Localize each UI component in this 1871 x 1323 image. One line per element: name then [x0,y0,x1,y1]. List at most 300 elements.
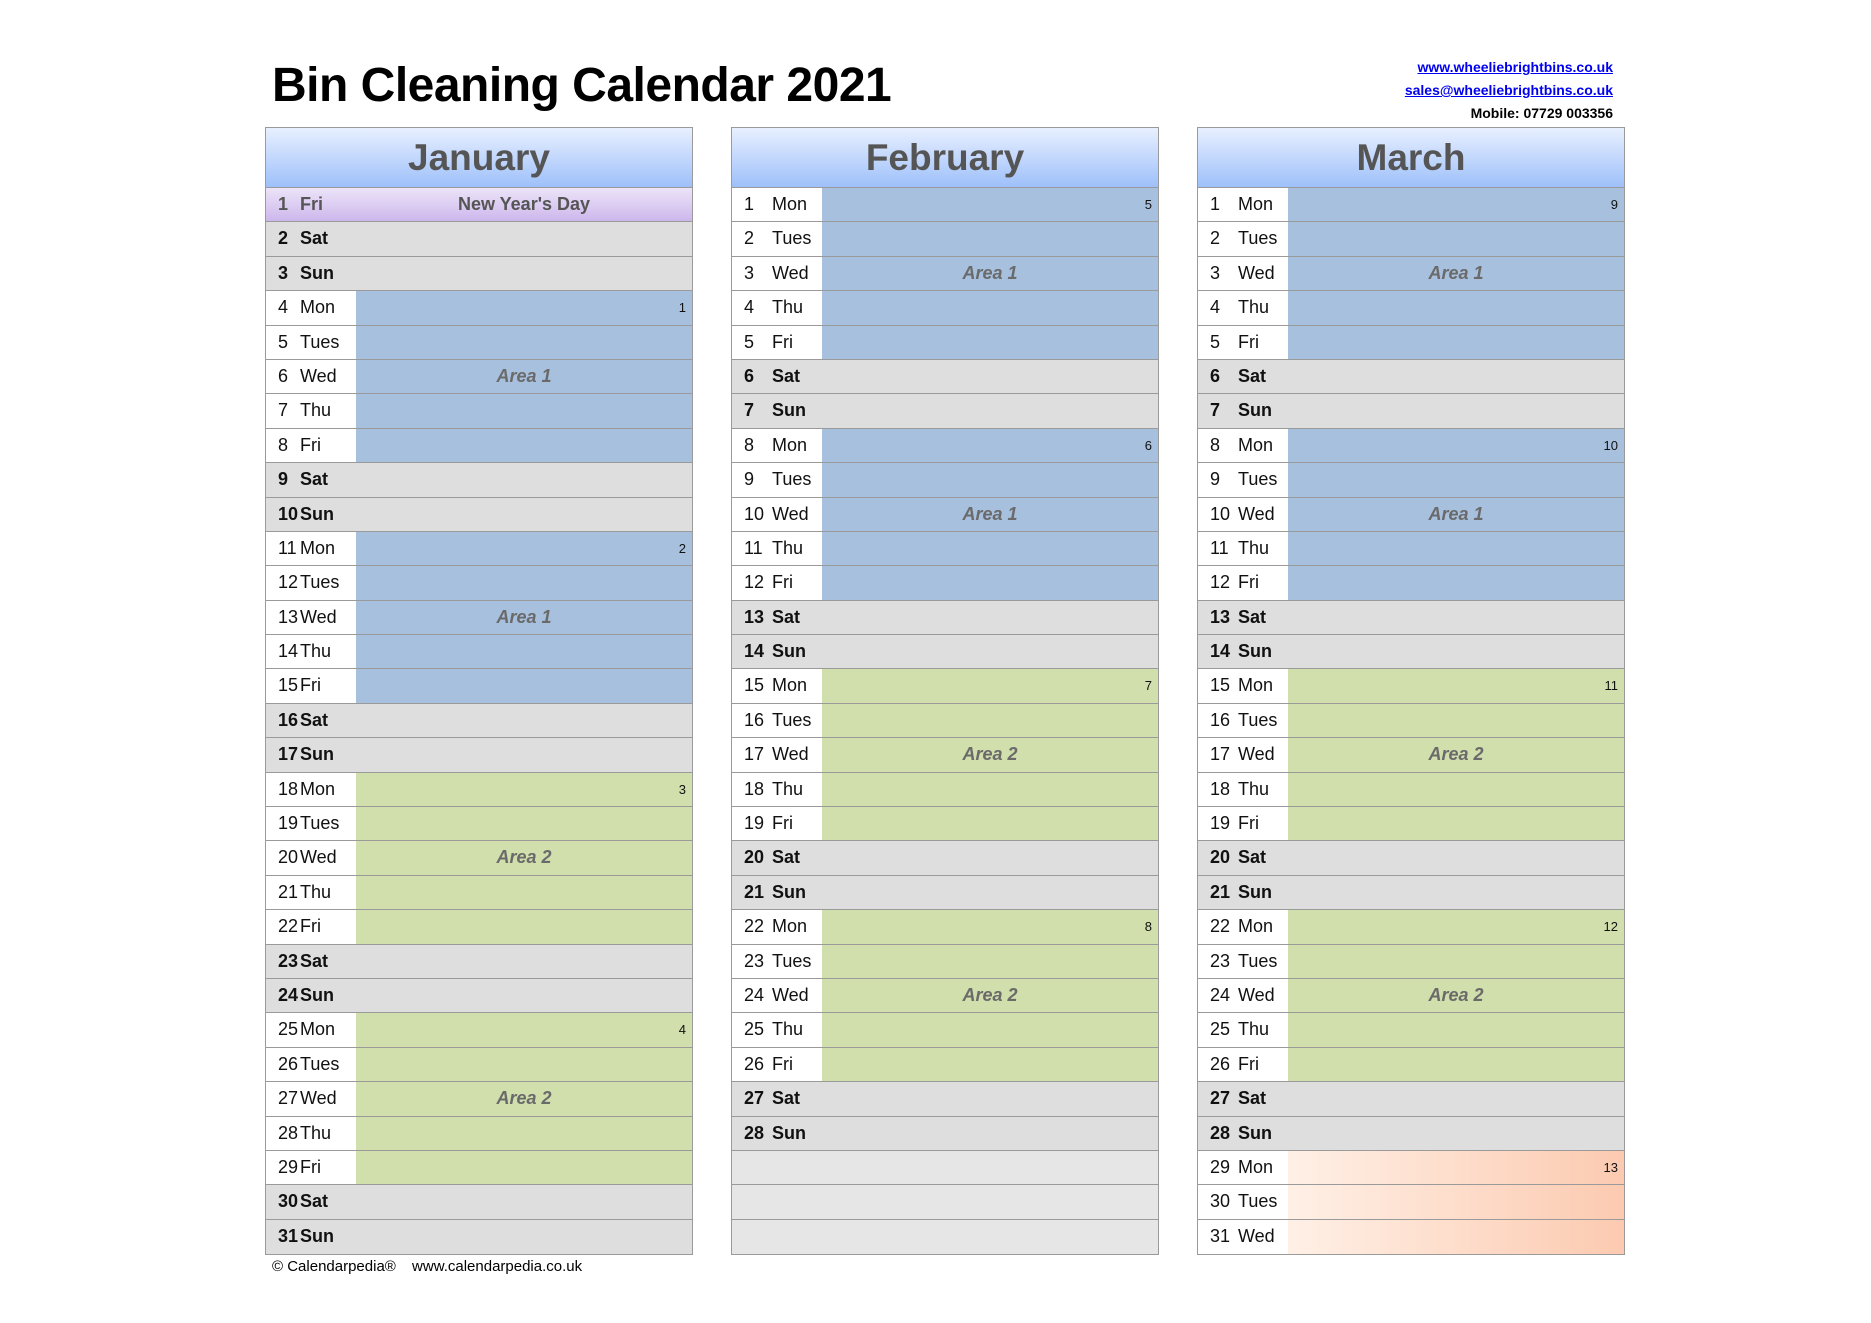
day-name: Sun [1238,1122,1272,1143]
day-row [1198,1151,1624,1185]
schedule-cell [822,876,1158,909]
day-number: 12 [1210,572,1231,593]
day-name: Sat [772,365,801,386]
schedule-cell [356,463,692,496]
day-number: 8 [1210,434,1221,455]
day-number: 25 [278,1019,299,1040]
day-name: Wed [1238,744,1275,765]
week-number: 1 [678,300,686,316]
day-row [732,326,1158,360]
schedule-cell [1288,807,1624,840]
schedule-cell [1288,1220,1624,1254]
schedule-cell [1288,532,1624,565]
week-number: 7 [1144,678,1152,694]
day-number: 8 [744,434,755,455]
schedule-cell [1288,841,1624,874]
schedule-cell [1288,566,1624,599]
schedule-cell [356,669,692,702]
day-name [772,1220,822,1254]
day-row [1198,841,1624,875]
day-name: Tues [300,813,340,834]
schedule-cell [1288,910,1624,943]
schedule-cell [1288,601,1624,634]
day-name: Wed [772,744,809,765]
schedule-cell [1288,222,1624,255]
day-name: Thu [772,537,804,558]
day-row [266,1151,692,1185]
day-name: Wed [772,503,809,524]
day-row [1198,257,1624,291]
day-number: 14 [278,641,299,662]
day-name: Mon [300,1019,336,1040]
day-row [1198,394,1624,428]
schedule-cell [822,291,1158,324]
day-name: Wed [300,847,337,868]
schedule-cell [356,222,692,255]
day-name: Fri [772,1053,793,1074]
day-name: Wed [1238,984,1275,1005]
day-name: Mon [1238,434,1274,455]
schedule-cell [822,807,1158,840]
schedule-cell [356,1185,692,1218]
day-name: Sat [300,469,329,490]
schedule-cell [356,738,692,771]
day-number: 28 [1210,1122,1231,1143]
day-row [1198,738,1624,772]
day-row [266,360,692,394]
schedule-cell [822,222,1158,255]
day-number: 2 [744,228,755,249]
schedule-cell [356,326,692,359]
day-name: Sun [772,641,806,662]
schedule-cell [356,979,692,1012]
schedule-cell [1288,360,1624,393]
email-link[interactable]: sales@wheeliebrightbins.co.uk [1404,82,1613,98]
day-number: 24 [1210,984,1231,1005]
schedule-cell [1288,429,1624,462]
day-row [732,910,1158,944]
day-row [1198,222,1624,256]
day-number: 27 [278,1088,299,1109]
schedule-cell [1288,876,1624,909]
week-number: 2 [678,540,686,556]
schedule-cell [356,1220,692,1254]
month-march [1197,127,1625,1255]
schedule-cell [822,945,1158,978]
day-name: Mon [300,537,336,558]
area-label: Area 2 [1428,744,1484,765]
day-name: Tues [772,950,812,971]
day-row [1198,1220,1624,1254]
day-name: Fri [1238,572,1259,593]
day-number: 13 [744,606,765,627]
day-number: 31 [278,1225,299,1246]
day-row [1198,188,1624,222]
copyright: © Calendarpedia® [272,1258,396,1275]
schedule-cell [822,1013,1158,1046]
day-row [266,1013,692,1047]
day-row [266,945,692,979]
schedule-cell [1288,498,1624,531]
day-row [732,1048,1158,1082]
day-number: 10 [744,503,765,524]
day-name: Sun [1238,641,1272,662]
schedule-cell [822,738,1158,771]
day-name [772,1185,822,1218]
day-number: 25 [744,1019,765,1040]
day-number: 14 [744,641,765,662]
day-number: 27 [1210,1088,1231,1109]
day-name: Tues [1238,950,1278,971]
week-number: 4 [678,1022,686,1038]
week-number: 3 [678,781,686,797]
schedule-cell [356,1082,692,1115]
day-name: Wed [1238,262,1275,283]
day-row [732,738,1158,772]
schedule-cell [822,498,1158,531]
day-name: Fri [772,331,793,352]
schedule-cell [356,532,692,565]
day-number: 3 [278,262,289,283]
schedule-cell [356,291,692,324]
day-number: 26 [1210,1053,1231,1074]
area-label: Area 2 [496,1088,552,1109]
schedule-cell [1288,979,1624,1012]
day-name: Mon [1238,916,1274,937]
schedule-cell [822,841,1158,874]
day-row [1198,326,1624,360]
day-number [732,1151,772,1184]
schedule-cell [1288,1185,1624,1218]
day-row [266,498,692,532]
schedule-cell [356,910,692,943]
day-number: 2 [278,228,289,249]
day-row [732,876,1158,910]
day-name: Mon [1238,1156,1274,1177]
day-number: 20 [1210,847,1231,868]
day-name: Tues [1238,469,1278,490]
day-name: Sun [772,881,806,902]
week-number: 10 [1603,437,1618,453]
day-number: 22 [1210,916,1231,937]
day-name: Tues [772,469,812,490]
day-row [266,635,692,669]
mobile-number: Mobile: 07729 003356 [1470,105,1613,121]
week-number: 9 [1610,197,1618,212]
schedule-cell [356,635,692,668]
day-number: 31 [1210,1225,1231,1246]
day-number: 8 [278,434,289,455]
month-header: March [1198,128,1624,188]
day-name: Fri [1238,813,1259,834]
day-name: Thu [772,297,804,318]
day-row [1198,360,1624,394]
day-number: 18 [278,778,299,799]
day-number: 5 [1210,331,1221,352]
day-name: Sun [772,1122,806,1143]
schedule-cell [822,360,1158,393]
day-name: Mon [772,194,808,214]
day-name: Tues [1238,709,1278,730]
schedule-cell [356,566,692,599]
holiday-label: New Year's Day [457,194,591,214]
day-name: Sun [300,744,334,765]
schedule-cell [356,1013,692,1046]
schedule-cell [1288,945,1624,978]
day-row [732,601,1158,635]
day-row [1198,635,1624,669]
area-label: Area 1 [496,365,552,386]
day-name: Mon [300,778,336,799]
day-name: Wed [300,1088,337,1109]
day-row [1198,945,1624,979]
footer-url: www.calendarpedia.co.uk [412,1258,583,1275]
day-name: Wed [772,262,809,283]
day-name: Fri [300,675,321,696]
contact-block [1405,56,1613,125]
day-row [732,1220,1158,1254]
schedule-cell [356,773,692,806]
website-link[interactable]: www.wheeliebrightbins.co.uk [1417,59,1613,75]
day-name: Sat [772,606,801,627]
page-title: Bin Cleaning Calendar 2021 [272,59,892,112]
day-number: 30 [278,1191,299,1212]
schedule-cell [356,394,692,427]
day-name: Thu [300,400,332,421]
day-name: Sun [300,984,334,1005]
day-row [266,773,692,807]
day-number: 11 [744,537,763,558]
day-number: 7 [278,400,289,421]
day-row [266,738,692,772]
day-name: Sat [1238,847,1267,868]
schedule-cell [1288,188,1624,221]
week-number: 8 [1144,919,1152,935]
day-row [266,429,692,463]
day-name: Tues [1238,1191,1278,1212]
day-number: 13 [278,606,299,627]
day-name: Wed [1238,1225,1275,1246]
day-name: Thu [1238,1019,1270,1040]
day-name: Sun [300,1225,334,1246]
day-row [266,1185,692,1219]
schedule-cell [1288,1048,1624,1081]
day-number: 10 [1210,503,1231,524]
day-number: 22 [278,916,299,937]
schedule-cell [822,704,1158,737]
day-row [266,532,692,566]
day-row [266,1220,692,1254]
day-number: 1 [744,194,755,214]
day-row [266,669,692,703]
day-number: 19 [1210,813,1231,834]
day-number: 2 [1210,228,1221,249]
day-number: 29 [1210,1156,1231,1177]
schedule-cell [822,1220,1158,1254]
day-name: Sun [1238,400,1272,421]
schedule-cell [822,669,1158,702]
schedule-cell [356,945,692,978]
day-row [732,1117,1158,1151]
day-row [1198,704,1624,738]
day-number: 30 [1210,1191,1231,1212]
day-row [1198,807,1624,841]
day-name [772,1151,822,1184]
schedule-cell [822,326,1158,359]
day-name: Tues [772,228,812,249]
week-number: 6 [1144,437,1152,453]
day-name: Fri [300,434,321,455]
day-number: 18 [744,778,765,799]
day-number: 24 [744,984,765,1005]
schedule-cell [1288,704,1624,737]
day-name: Sat [1238,1088,1267,1109]
day-row [732,669,1158,703]
day-name: Sat [300,709,329,730]
day-name: Mon [772,675,808,696]
day-row [1198,429,1624,463]
day-number: 17 [278,744,299,765]
area-label: Area 1 [1428,503,1484,524]
day-name: Fri [772,572,793,593]
day-row [1198,1013,1624,1047]
day-name: Mon [1238,194,1274,214]
day-name: Thu [300,641,332,662]
day-number: 5 [278,331,289,352]
day-row [1198,669,1624,703]
day-number: 12 [744,572,765,593]
schedule-cell [822,1048,1158,1081]
day-name: Sun [772,400,806,421]
day-row [266,1117,692,1151]
schedule-cell [822,979,1158,1012]
day-number: 25 [1210,1019,1231,1040]
day-row [732,1151,1158,1185]
day-number: 9 [744,469,755,490]
day-row [732,566,1158,600]
day-name: Sat [300,228,329,249]
month-february [731,127,1159,1255]
area-label: Area 1 [496,606,552,627]
day-name: Fri [300,1156,321,1177]
day-row [732,1082,1158,1116]
schedule-cell [356,1048,692,1081]
day-number: 13 [1210,606,1231,627]
month-header: January [266,128,692,188]
schedule-cell [822,1117,1158,1150]
day-number: 17 [1210,744,1231,765]
day-row [1198,876,1624,910]
day-number: 23 [278,950,299,971]
day-row [732,188,1158,222]
area-label: Area 2 [496,847,552,868]
day-name: Mon [300,297,336,318]
schedule-cell [356,841,692,874]
day-row [266,704,692,738]
schedule-cell [1288,291,1624,324]
day-number: 20 [744,847,765,868]
day-name: Sat [300,1191,329,1212]
day-name: Wed [300,606,337,627]
day-number: 12 [278,572,299,593]
schedule-cell [1288,1151,1624,1184]
day-number: 10 [278,503,299,524]
schedule-cell [356,1117,692,1150]
schedule-cell [822,1151,1158,1184]
day-number: 16 [744,709,765,730]
day-number: 29 [278,1156,299,1177]
day-row [732,222,1158,256]
day-row [1198,463,1624,497]
schedule-cell [1288,635,1624,668]
day-number: 5 [744,331,755,352]
day-row [732,841,1158,875]
day-name: Thu [300,881,332,902]
footer [272,1258,582,1275]
day-name: Thu [300,1122,332,1143]
schedule-cell [356,498,692,531]
day-row [732,394,1158,428]
day-number: 14 [1210,641,1231,662]
day-row [732,257,1158,291]
day-list [732,188,1158,1254]
day-number: 4 [278,297,289,318]
day-number: 18 [1210,778,1231,799]
week-number: 5 [1144,197,1152,212]
day-name: Fri [300,916,321,937]
week-number: 11 [1604,678,1618,694]
schedule-cell [356,704,692,737]
day-number: 4 [1210,297,1221,318]
day-name: Sat [772,1088,801,1109]
schedule-cell [822,257,1158,290]
day-row [732,429,1158,463]
day-row [266,601,692,635]
day-name: Mon [772,434,808,455]
day-number: 6 [744,365,755,386]
day-name: Mon [772,916,808,937]
day-number: 6 [1210,365,1221,386]
schedule-cell [1288,773,1624,806]
schedule-cell [822,566,1158,599]
day-row [732,773,1158,807]
day-number: 15 [1210,675,1231,696]
day-name: Sun [300,503,334,524]
day-row [732,291,1158,325]
day-row [1198,1048,1624,1082]
day-row [266,979,692,1013]
day-number: 21 [278,881,299,902]
schedule-cell [356,360,692,393]
day-number: 9 [278,469,289,490]
day-number: 3 [1210,262,1221,283]
day-row [1198,773,1624,807]
day-name: Tues [300,572,340,593]
day-row [266,910,692,944]
day-number: 24 [278,984,299,1005]
day-row [732,979,1158,1013]
day-list [266,188,692,1254]
day-row [1198,910,1624,944]
schedule-cell [822,188,1158,221]
day-row [1198,566,1624,600]
day-number: 11 [278,537,297,558]
day-row [732,498,1158,532]
day-row [266,394,692,428]
schedule-cell [356,257,692,290]
day-number: 7 [1210,400,1221,421]
schedule-cell [822,635,1158,668]
